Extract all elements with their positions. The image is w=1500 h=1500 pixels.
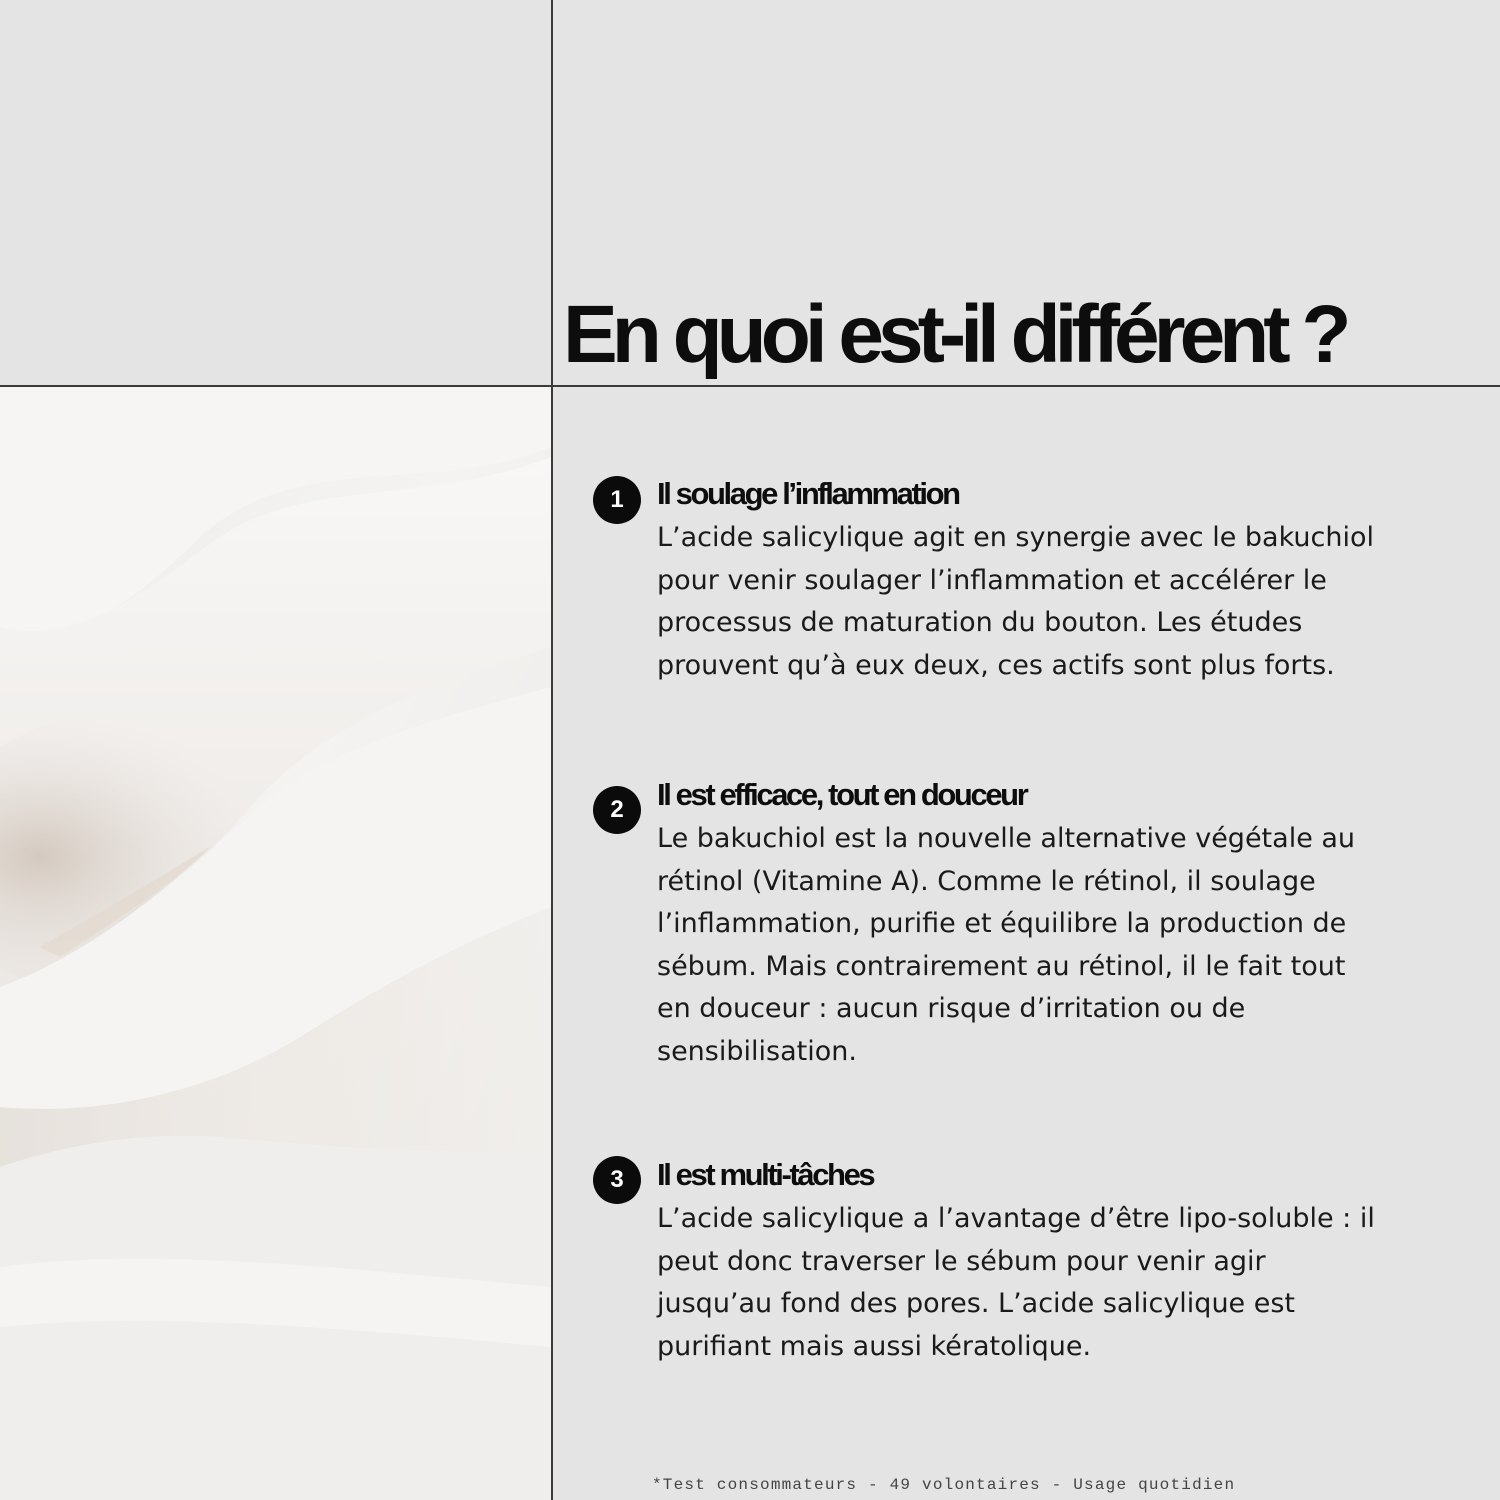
feature-description: L’acide salicylique a l’avantage d’être lipo-soluble : il peut donc traverser le sébum pour venir agir jusqu’au fond des pores. L’acide salicylique est purifiant mais aussi kératolique. (657, 1203, 1375, 1362)
footnote: *Test consommateurs - 49 volontaires - Usage quotidien (652, 1476, 1236, 1494)
feature-title: Il est multi-tâches (657, 1157, 874, 1192)
feature-title: Il soulage l’inflammation (657, 476, 959, 511)
feature-title: Il est efficace, tout en douceur (657, 777, 1027, 812)
cream-texture-image (0, 387, 551, 1500)
page-title: En quoi est-il différent ? (563, 289, 1346, 380)
feature-description: Le bakuchiol est la nouvelle alternative végétale au rétinol (Vitamine A). Comme le rétinol, il soulage l’inflammation, purifie et équilibre la production de sébum. Mais contrairement au rétinol, il le fait tout en douceur : aucun risque d’irritation ou de sensibilisation. (657, 823, 1356, 1067)
number-badge: 2 (593, 786, 641, 834)
number-badge: 1 (593, 476, 641, 524)
number-badge: 3 (593, 1156, 641, 1204)
vertical-divider (551, 0, 553, 1500)
feature-description: L’acide salicylique agit en synergie avec le bakuchiol pour venir soulager l’inflammation et accélérer le processus de maturation du bouton. Les études prouvent qu’à eux deux, ces actifs sont plus forts. (657, 522, 1374, 681)
